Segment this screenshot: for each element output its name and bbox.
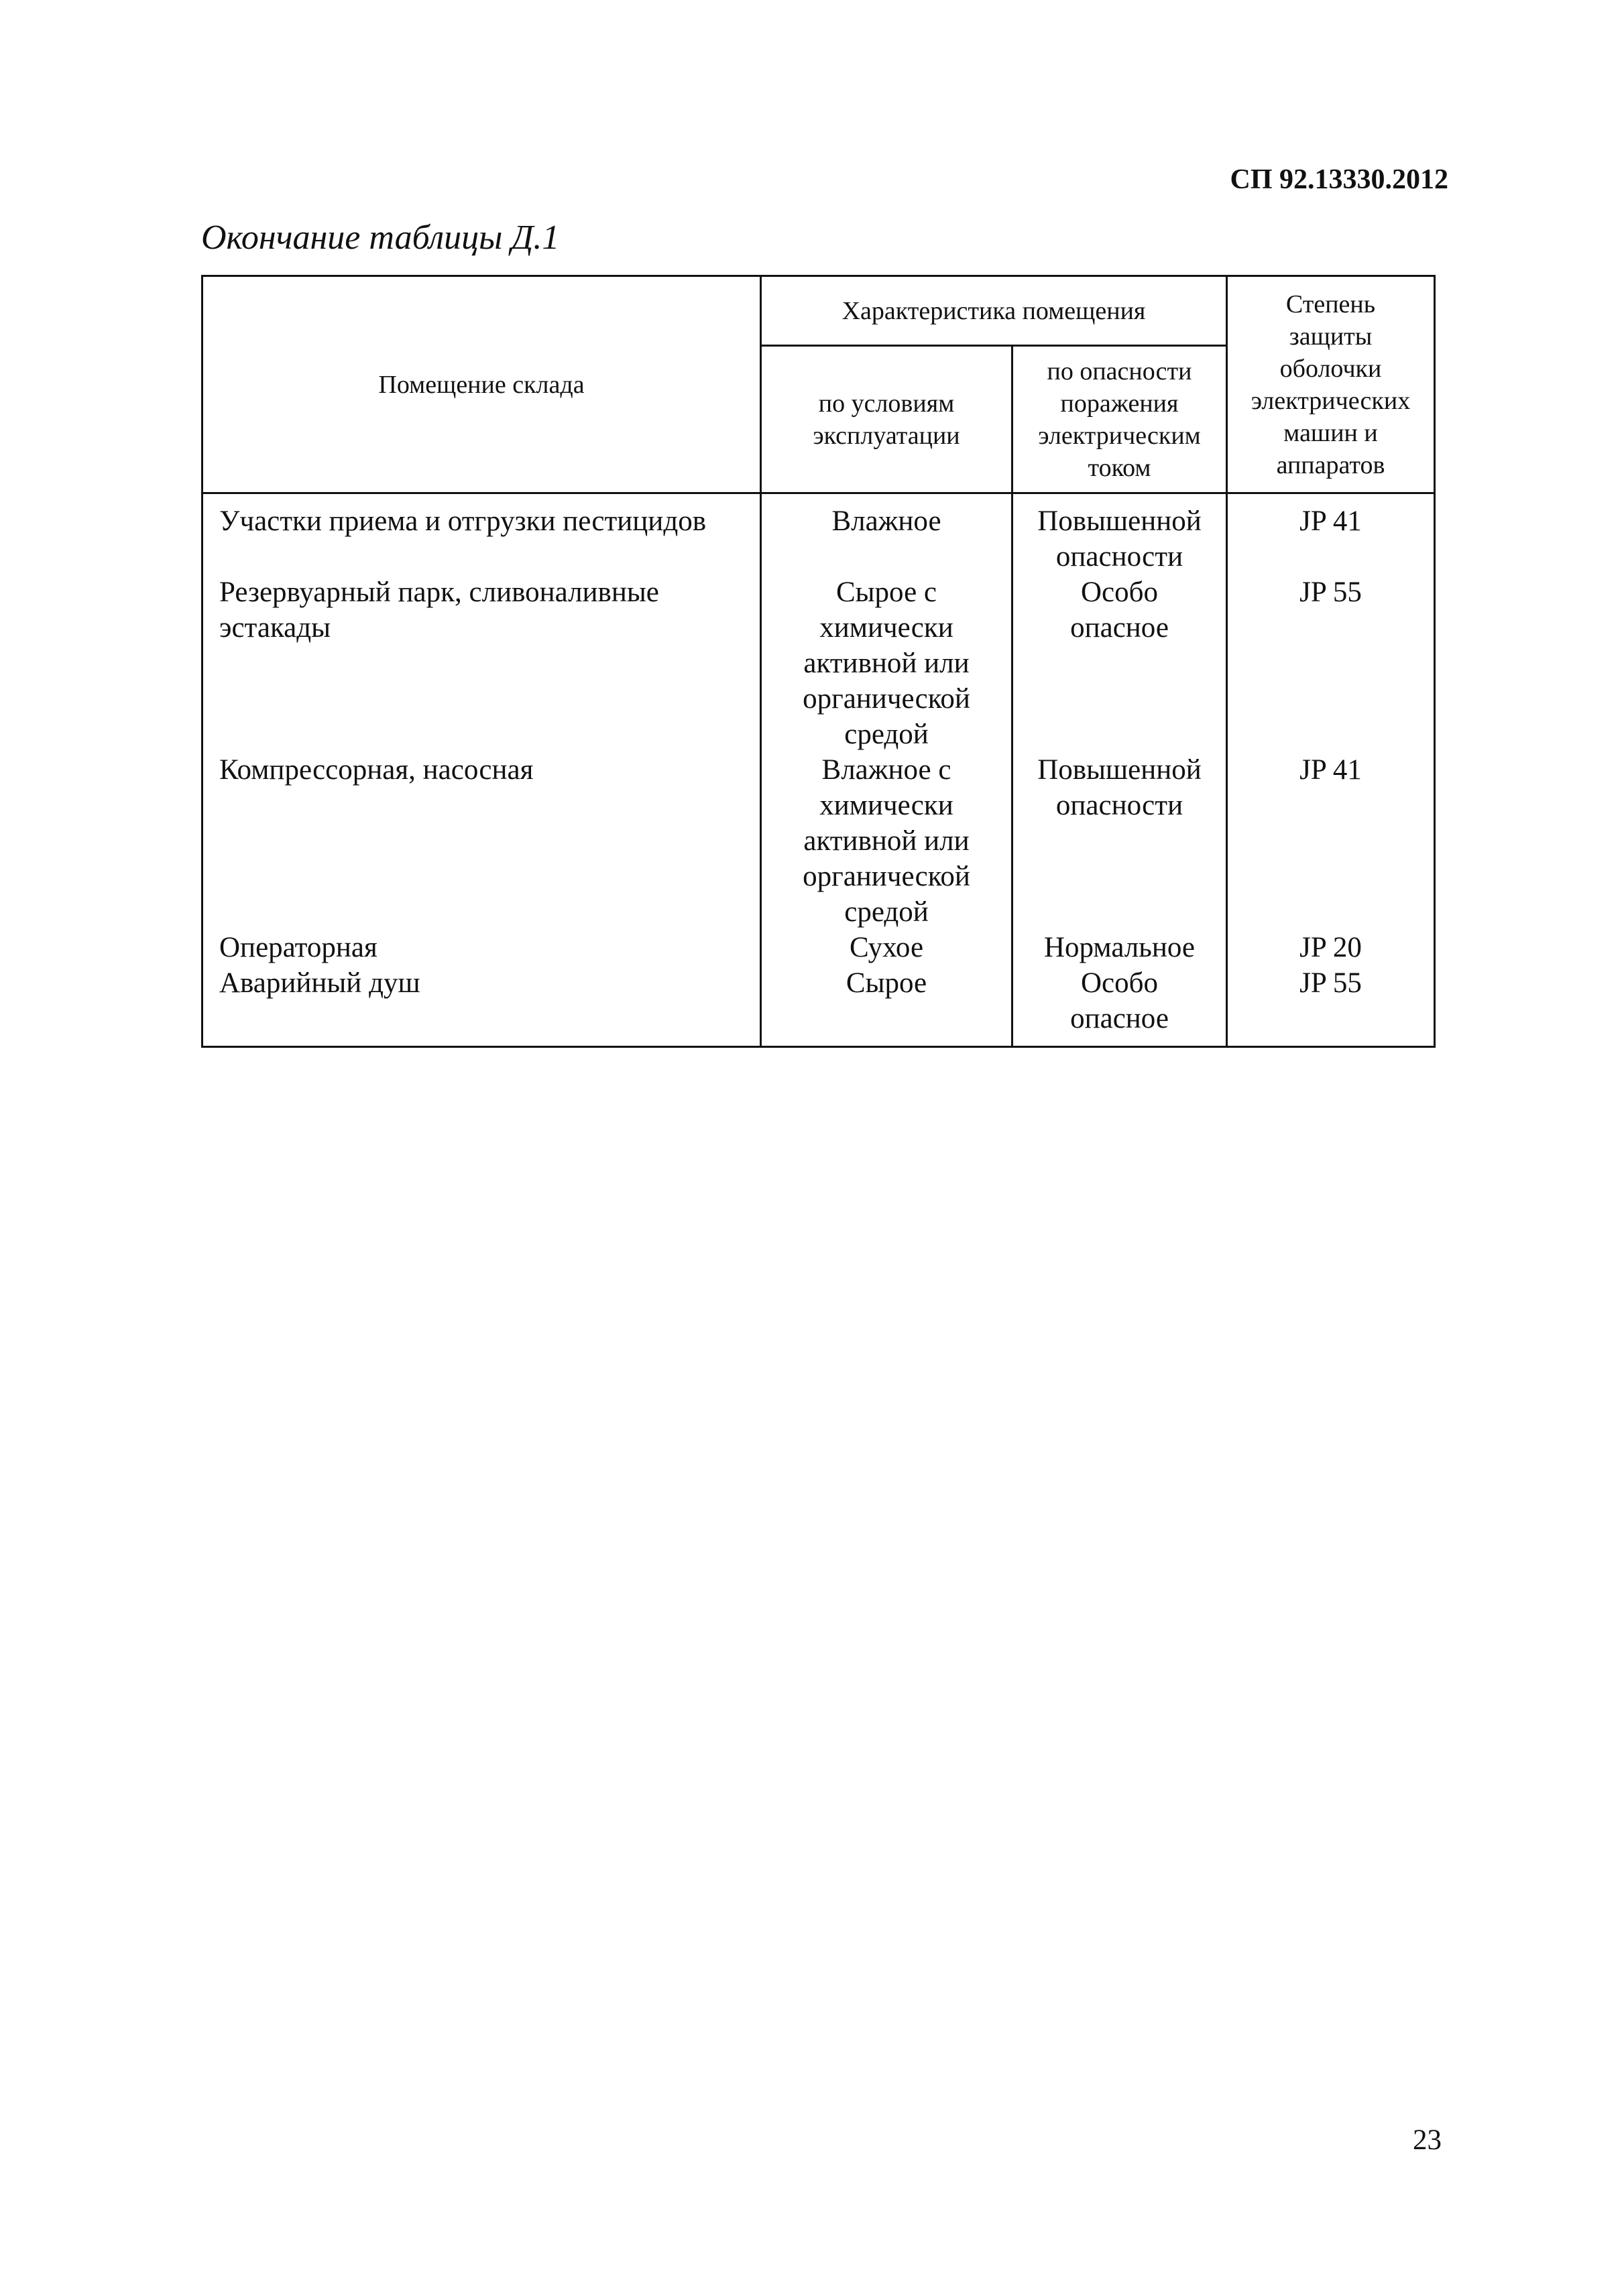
shock-cell: Повышенной опасности — [1037, 505, 1202, 572]
document-code: СП 92.13330.2012 — [1230, 164, 1448, 195]
header-protection-degree: Степень защиты оболочки электрических машин и аппаратов — [1227, 276, 1435, 493]
shock-cell: Повышенной опасности — [1037, 754, 1202, 821]
header-room: Помещение склада — [202, 276, 761, 493]
shock-cell: Особо опасное — [1070, 967, 1169, 1034]
shock-cell: Нормальное — [1044, 932, 1195, 963]
room-row: Операторная — [219, 932, 378, 963]
protection-degree-column — [1227, 493, 1435, 1047]
header-characteristic: Характеристика помещения — [761, 276, 1227, 346]
room-row: Аварийный душ — [219, 967, 420, 999]
operation-cell: Сырое с химически активной или органической средой — [803, 577, 970, 750]
room-row: Резервуарный парк, сливоналивные эстакады — [219, 577, 659, 644]
room-row: Компрессорная, насосная — [219, 754, 534, 786]
operation-cell: Сухое — [849, 932, 924, 963]
room-characteristics-table — [201, 275, 1436, 1048]
protection-cell: JP 55 — [1299, 967, 1362, 999]
header-operating-conditions: по условиям эксплуатации — [761, 346, 1012, 493]
shock-cell: Особо опасное — [1070, 577, 1169, 644]
operation-cell: Сырое — [846, 967, 927, 999]
table-caption: Окончание таблицы Д.1 — [201, 219, 560, 257]
room-column — [202, 493, 761, 1047]
operation-cell: Влажное с химически активной или органической средой — [803, 754, 970, 928]
operating-conditions-column — [761, 493, 1012, 1047]
room-row: Участки приема и отгрузки пестицидов — [219, 505, 707, 537]
shock-hazard-column — [1012, 493, 1227, 1047]
page-number: 23 — [1413, 2124, 1442, 2156]
operation-cell: Влажное — [831, 505, 941, 537]
protection-cell: JP 20 — [1299, 932, 1362, 963]
protection-cell: JP 41 — [1299, 754, 1362, 786]
protection-cell: JP 55 — [1299, 577, 1362, 608]
header-electric-shock-hazard: по опасности поражения электрическим током — [1012, 346, 1227, 493]
protection-cell: JP 41 — [1299, 505, 1362, 537]
